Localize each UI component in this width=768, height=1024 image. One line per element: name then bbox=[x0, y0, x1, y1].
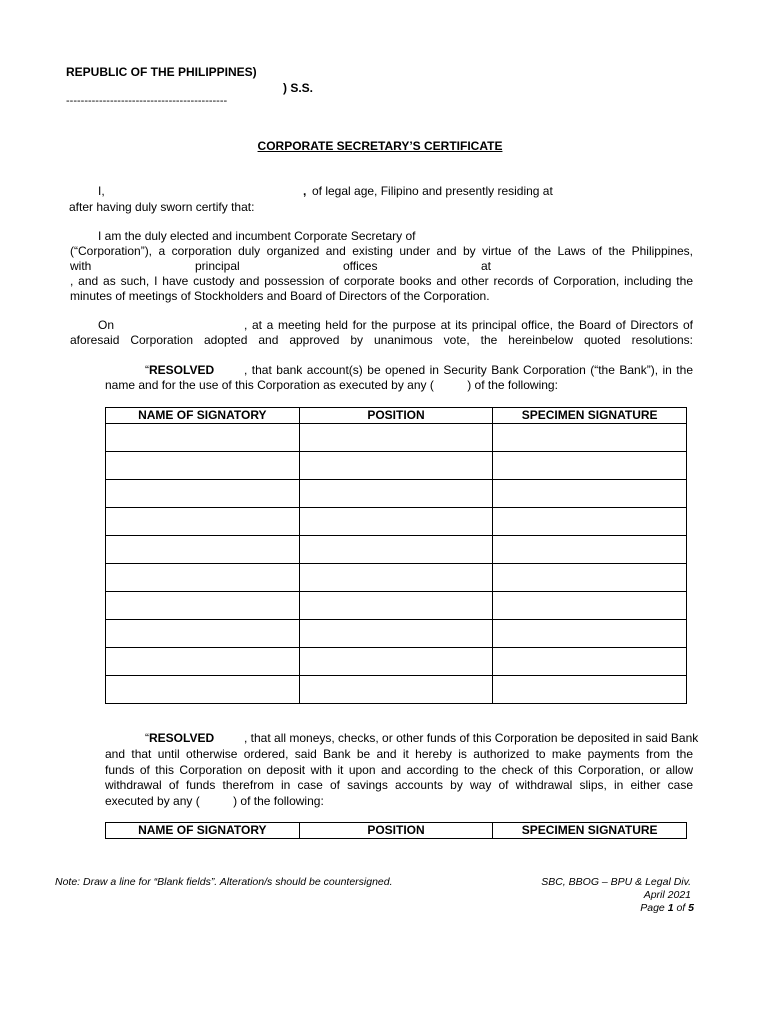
signature-cell[interactable] bbox=[493, 648, 687, 676]
document-title: CORPORATE SECRETARY’S CERTIFICATE bbox=[257, 139, 503, 153]
position-cell[interactable] bbox=[299, 424, 493, 452]
jurisdiction-republic: REPUBLIC OF THE PHILIPPINES) bbox=[66, 65, 257, 79]
table-row bbox=[106, 508, 687, 536]
para2-line1: , at a meeting held for the purpose at its principal office, the Board of Directors of bbox=[244, 318, 693, 332]
table-header-row bbox=[106, 408, 687, 424]
signature-cell[interactable] bbox=[493, 564, 687, 592]
resolution2-start bbox=[145, 731, 214, 745]
resolution2-line2: and that until otherwise ordered, said Bank be and it hereby is authorized to make payments from the bbox=[105, 747, 693, 761]
col-header-position: POSITION bbox=[299, 823, 493, 839]
position-cell[interactable] bbox=[299, 592, 493, 620]
resolution1-start bbox=[145, 363, 214, 377]
col-header-position: POSITION bbox=[299, 408, 493, 424]
signature-cell[interactable] bbox=[493, 620, 687, 648]
jurisdiction-ss: ) S.S. bbox=[283, 81, 314, 95]
para1-line2: (“Corporation”), a corporation duly organized and existing under and by virtue of the Laws of the Philippines, bbox=[70, 244, 693, 258]
table-row bbox=[106, 592, 687, 620]
signature-cell[interactable] bbox=[493, 480, 687, 508]
signature-cell[interactable] bbox=[493, 452, 687, 480]
signature-cell[interactable] bbox=[493, 676, 687, 704]
col-header-signature: SPECIMEN SIGNATURE bbox=[493, 823, 687, 839]
table-row bbox=[106, 648, 687, 676]
position-cell[interactable] bbox=[299, 452, 493, 480]
name-cell[interactable] bbox=[106, 480, 300, 508]
position-cell[interactable] bbox=[299, 648, 493, 676]
name-cell[interactable] bbox=[106, 592, 300, 620]
para1-line1: I am the duly elected and incumbent Corporate Secretary of bbox=[98, 229, 416, 243]
name-cell[interactable] bbox=[106, 564, 300, 592]
signature-cell[interactable] bbox=[493, 536, 687, 564]
col-header-signature: SPECIMEN SIGNATURE bbox=[493, 408, 687, 424]
resolution2-line1: , that all moneys, checks, or other funds of this Corporation be deposited in said Bank bbox=[244, 731, 699, 745]
para1-line3-with: with bbox=[70, 259, 92, 273]
page-current: 1 bbox=[667, 902, 674, 914]
page-word: Page bbox=[640, 902, 665, 914]
table-row bbox=[106, 480, 687, 508]
name-cell[interactable] bbox=[106, 620, 300, 648]
footer-date: April 2021 bbox=[643, 889, 691, 901]
resolution2-resolved: RESOLVED bbox=[149, 731, 215, 745]
table-row bbox=[106, 536, 687, 564]
jurisdiction-dash-line: -------------------------------------------- bbox=[66, 95, 228, 107]
intro-sworn: after having duly sworn certify that: bbox=[69, 200, 255, 214]
signatory-table-2 bbox=[105, 822, 687, 839]
resolution1-resolved: RESOLVED bbox=[149, 363, 215, 377]
col-header-name: NAME OF SIGNATORY bbox=[106, 823, 300, 839]
table-header-row bbox=[106, 823, 687, 839]
table-row bbox=[106, 452, 687, 480]
footer-note: Note: Draw a line for “Blank fields”. Alteration/s should be countersigned. bbox=[55, 876, 393, 888]
page-of: of bbox=[676, 902, 686, 914]
signature-cell[interactable] bbox=[493, 508, 687, 536]
name-cell[interactable] bbox=[106, 536, 300, 564]
resolution1-line2: name and for the use of this Corporation as executed by any ( ) of the following: bbox=[105, 378, 558, 392]
position-cell[interactable] bbox=[299, 676, 493, 704]
resolution2-quote: “ bbox=[145, 731, 149, 745]
para2-line2: aforesaid Corporation adopted and approved by unanimous vote, the hereinbelow quoted resolutions: bbox=[70, 333, 693, 347]
signature-cell[interactable] bbox=[493, 592, 687, 620]
name-cell[interactable] bbox=[106, 648, 300, 676]
intro-i: I, bbox=[98, 184, 105, 198]
signature-cell[interactable] bbox=[493, 424, 687, 452]
name-cell[interactable] bbox=[106, 508, 300, 536]
intro-comma: , bbox=[303, 184, 307, 198]
para2-on: On bbox=[98, 318, 115, 332]
table-row bbox=[106, 620, 687, 648]
resolution1-line1: , that bank account(s) be opened in Security Bank Corporation (“the Bank”), in the bbox=[244, 363, 693, 377]
page-total: 5 bbox=[688, 902, 694, 914]
resolution1-quote: “ bbox=[145, 363, 149, 377]
intro-legal-age: of legal age, Filipino and presently residing at bbox=[312, 184, 553, 198]
position-cell[interactable] bbox=[299, 508, 493, 536]
signatory-table-1 bbox=[105, 407, 687, 704]
para1-line3-offices: offices bbox=[343, 259, 378, 273]
resolution2-line3: funds of this Corporation on deposit with it upon and according to the check of this Corporation, or allow bbox=[105, 763, 693, 777]
para1-line5: minutes of meetings of Stockholders and Board of Directors of the Corporation. bbox=[70, 289, 490, 303]
name-cell[interactable] bbox=[106, 676, 300, 704]
name-cell[interactable] bbox=[106, 424, 300, 452]
table-row bbox=[106, 424, 687, 452]
position-cell[interactable] bbox=[299, 480, 493, 508]
para1-line3-at: at bbox=[481, 259, 492, 273]
resolution2-line4: withdrawal of funds therefrom in case of savings accounts by way of withdrawal slips, in either case bbox=[105, 778, 693, 792]
footer-department: SBC, BBOG – BPU & Legal Div. bbox=[541, 876, 691, 888]
resolution2-line5: executed by any ( ) of the following: bbox=[105, 794, 324, 808]
para1-line4: , and as such, I have custody and possession of corporate books and other records of Corporation, including the bbox=[70, 274, 693, 288]
table-row bbox=[106, 676, 687, 704]
position-cell[interactable] bbox=[299, 564, 493, 592]
table-row bbox=[106, 564, 687, 592]
footer-page-number bbox=[520, 902, 694, 914]
col-header-name: NAME OF SIGNATORY bbox=[106, 408, 300, 424]
name-cell[interactable] bbox=[106, 452, 300, 480]
position-cell[interactable] bbox=[299, 536, 493, 564]
para1-line3-principal: principal bbox=[195, 259, 240, 273]
position-cell[interactable] bbox=[299, 620, 493, 648]
